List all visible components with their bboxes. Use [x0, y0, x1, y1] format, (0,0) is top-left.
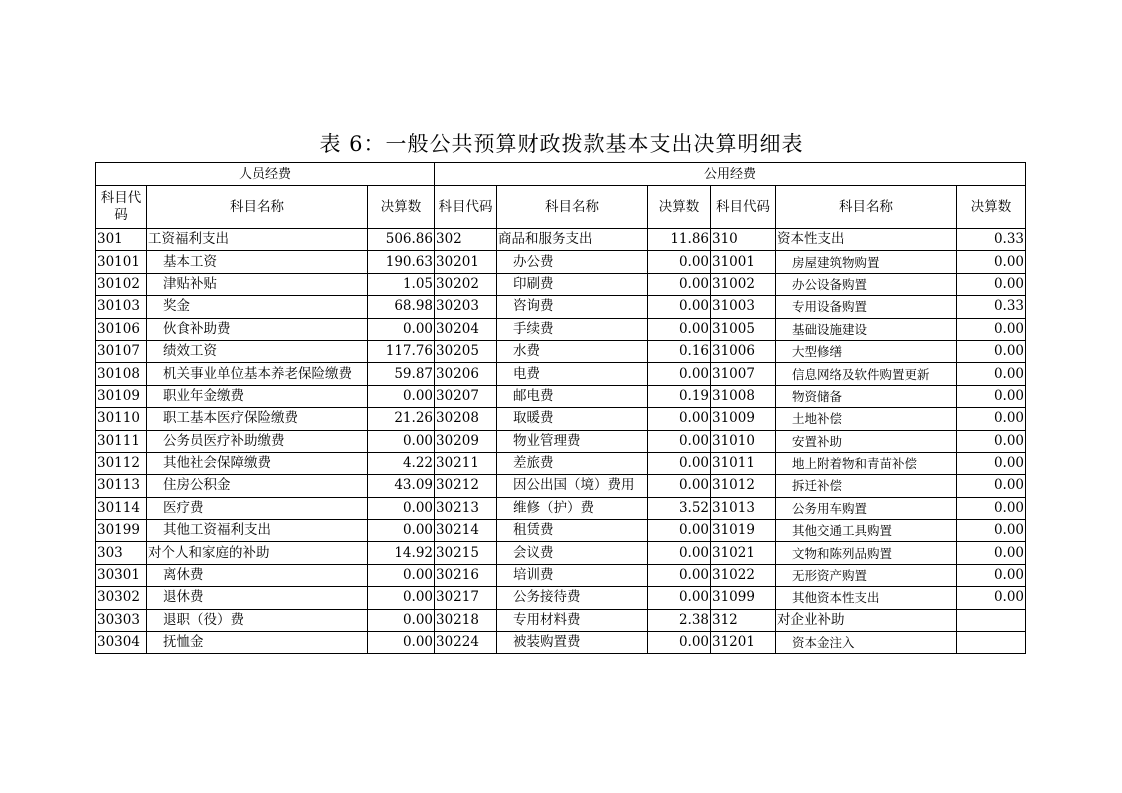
subject-name: 印刷费	[497, 273, 648, 295]
subject-code: 30211	[435, 452, 497, 474]
table-row	[96, 385, 1026, 407]
subject-code: 30303	[96, 609, 147, 631]
subject-code: 30209	[435, 430, 497, 452]
final-amount: 0.00	[957, 273, 1026, 295]
final-amount: 0.19	[648, 385, 711, 407]
group-header-personnel: 人员经费	[96, 163, 435, 186]
final-amount: 190.63	[368, 251, 435, 273]
subject-name: 大型修缮	[776, 340, 957, 362]
subject-name: 专用设备购置	[776, 296, 957, 318]
subject-code: 303	[96, 542, 147, 564]
table-row	[96, 632, 1026, 654]
final-amount: 0.00	[648, 520, 711, 542]
final-amount: 0.00	[648, 632, 711, 654]
final-amount: 2.38	[648, 609, 711, 631]
final-amount: 0.00	[648, 542, 711, 564]
subject-name: 职工基本医疗保险缴费	[147, 408, 368, 430]
table-row	[96, 229, 1026, 251]
final-amount: 21.26	[368, 408, 435, 430]
subject-code: 312	[711, 609, 776, 631]
subject-code: 31022	[711, 564, 776, 586]
subject-name: 房屋建筑物购置	[776, 251, 957, 273]
subject-code: 31009	[711, 408, 776, 430]
final-amount: 0.00	[368, 318, 435, 340]
subject-code: 30216	[435, 564, 497, 586]
final-amount: 0.00	[368, 609, 435, 631]
subject-code: 30202	[435, 273, 497, 295]
final-amount: 0.00	[368, 385, 435, 407]
col-header-code: 科目代码	[435, 186, 497, 229]
col-header-code: 科目代码	[711, 186, 776, 229]
col-header-name: 科目名称	[147, 186, 368, 229]
final-amount: 0.00	[648, 408, 711, 430]
subject-code: 30304	[96, 632, 147, 654]
subject-name: 取暖费	[497, 408, 648, 430]
final-amount: 0.00	[957, 542, 1026, 564]
subject-name: 津贴补贴	[147, 273, 368, 295]
col-header-name: 科目名称	[497, 186, 648, 229]
subject-code: 30207	[435, 385, 497, 407]
subject-name: 手续费	[497, 318, 648, 340]
table-row	[96, 609, 1026, 631]
subject-name: 咨询费	[497, 296, 648, 318]
subject-code: 30217	[435, 587, 497, 609]
subject-name: 基本工资	[147, 251, 368, 273]
final-amount: 0.16	[648, 340, 711, 362]
subject-name: 绩效工资	[147, 340, 368, 362]
final-amount: 0.00	[368, 520, 435, 542]
subject-code: 31006	[711, 340, 776, 362]
subject-code: 302	[435, 229, 497, 251]
subject-name: 地上附着物和青苗补偿	[776, 452, 957, 474]
subject-code: 30113	[96, 475, 147, 497]
subject-code: 30101	[96, 251, 147, 273]
final-amount: 0.00	[957, 385, 1026, 407]
subject-code: 30208	[435, 408, 497, 430]
subject-name: 其他工资福利支出	[147, 520, 368, 542]
subject-name: 机关事业单位基本养老保险缴费	[147, 363, 368, 385]
table-row	[96, 587, 1026, 609]
table-row	[96, 340, 1026, 362]
subject-code: 30218	[435, 609, 497, 631]
table-row	[96, 475, 1026, 497]
subject-name: 离休费	[147, 564, 368, 586]
final-amount: 0.00	[648, 475, 711, 497]
final-amount: 506.86	[368, 229, 435, 251]
final-amount: 0.00	[648, 452, 711, 474]
subject-name: 文物和陈列品购置	[776, 542, 957, 564]
subject-name: 资本性支出	[776, 229, 957, 251]
final-amount: 0.00	[957, 520, 1026, 542]
final-amount: 0.00	[368, 632, 435, 654]
final-amount	[957, 632, 1026, 654]
subject-name: 办公设备购置	[776, 273, 957, 295]
table-row	[96, 564, 1026, 586]
subject-code: 31011	[711, 452, 776, 474]
subject-name: 安置补助	[776, 430, 957, 452]
table-row	[96, 363, 1026, 385]
subject-code: 30215	[435, 542, 497, 564]
final-amount: 43.09	[368, 475, 435, 497]
table-row	[96, 251, 1026, 273]
subject-code: 30109	[96, 385, 147, 407]
final-amount: 0.00	[957, 251, 1026, 273]
subject-code: 31003	[711, 296, 776, 318]
subject-name: 公务员医疗补助缴费	[147, 430, 368, 452]
subject-name: 差旅费	[497, 452, 648, 474]
final-amount: 0.00	[957, 452, 1026, 474]
final-amount: 0.00	[368, 430, 435, 452]
col-header-name: 科目名称	[776, 186, 957, 229]
table-row	[96, 497, 1026, 519]
subject-code: 310	[711, 229, 776, 251]
subject-name: 物业管理费	[497, 430, 648, 452]
subject-name: 拆迁补偿	[776, 475, 957, 497]
subject-name: 其他资本性支出	[776, 587, 957, 609]
subject-name: 水费	[497, 340, 648, 362]
subject-code: 30224	[435, 632, 497, 654]
table-row	[96, 430, 1026, 452]
subject-name: 职业年金缴费	[147, 385, 368, 407]
final-amount: 0.33	[957, 229, 1026, 251]
final-amount: 0.00	[648, 251, 711, 273]
subject-name: 基础设施建设	[776, 318, 957, 340]
subject-name: 对企业补助	[776, 609, 957, 631]
final-amount: 4.22	[368, 452, 435, 474]
subject-code: 30214	[435, 520, 497, 542]
final-amount: 0.00	[648, 318, 711, 340]
final-amount: 0.00	[368, 564, 435, 586]
final-amount: 117.76	[368, 340, 435, 362]
subject-code: 30199	[96, 520, 147, 542]
subject-code: 31010	[711, 430, 776, 452]
final-amount: 11.86	[648, 229, 711, 251]
final-amount: 59.87	[368, 363, 435, 385]
table-row	[96, 296, 1026, 318]
subject-code: 31013	[711, 497, 776, 519]
final-amount: 0.00	[648, 296, 711, 318]
subject-name: 商品和服务支出	[497, 229, 648, 251]
table-row	[96, 318, 1026, 340]
subject-name: 住房公积金	[147, 475, 368, 497]
subject-code: 30201	[435, 251, 497, 273]
subject-name: 其他社会保障缴费	[147, 452, 368, 474]
subject-name: 对个人和家庭的补助	[147, 542, 368, 564]
subject-name: 电费	[497, 363, 648, 385]
group-header-public: 公用经费	[435, 163, 1026, 186]
final-amount: 0.00	[957, 408, 1026, 430]
subject-code: 30107	[96, 340, 147, 362]
subject-code: 30204	[435, 318, 497, 340]
subject-code: 30102	[96, 273, 147, 295]
subject-code: 30212	[435, 475, 497, 497]
subject-code: 31001	[711, 251, 776, 273]
subject-name: 工资福利支出	[147, 229, 368, 251]
subject-name: 公务接待费	[497, 587, 648, 609]
final-amount: 0.00	[957, 564, 1026, 586]
subject-code: 31005	[711, 318, 776, 340]
subject-name: 无形资产购置	[776, 564, 957, 586]
subject-code: 31201	[711, 632, 776, 654]
subject-name: 医疗费	[147, 497, 368, 519]
final-amount: 0.33	[957, 296, 1026, 318]
final-amount: 68.98	[368, 296, 435, 318]
final-amount: 14.92	[368, 542, 435, 564]
subject-code: 30301	[96, 564, 147, 586]
subject-name: 专用材料费	[497, 609, 648, 631]
subject-name: 培训费	[497, 564, 648, 586]
subject-code: 31012	[711, 475, 776, 497]
final-amount: 0.00	[648, 273, 711, 295]
subject-code: 31021	[711, 542, 776, 564]
subject-code: 30114	[96, 497, 147, 519]
subject-code: 30206	[435, 363, 497, 385]
subject-name: 伙食补助费	[147, 318, 368, 340]
subject-code: 30110	[96, 408, 147, 430]
col-header-amount: 决算数	[648, 186, 711, 229]
subject-code: 30106	[96, 318, 147, 340]
table-row	[96, 273, 1026, 295]
final-amount	[957, 609, 1026, 631]
subject-code: 30302	[96, 587, 147, 609]
page-title: 表 6：一般公共预算财政拨款基本支出决算明细表	[319, 132, 804, 156]
final-amount: 0.00	[368, 497, 435, 519]
subject-code: 30111	[96, 430, 147, 452]
subject-code: 30112	[96, 452, 147, 474]
subject-name: 邮电费	[497, 385, 648, 407]
final-amount: 0.00	[957, 497, 1026, 519]
final-amount: 0.00	[957, 318, 1026, 340]
subject-name: 抚恤金	[147, 632, 368, 654]
final-amount: 0.00	[648, 363, 711, 385]
subject-name: 土地补偿	[776, 408, 957, 430]
col-header-code: 科目代码	[96, 186, 147, 229]
final-amount: 0.00	[648, 430, 711, 452]
subject-name: 奖金	[147, 296, 368, 318]
col-header-amount: 决算数	[368, 186, 435, 229]
final-amount: 1.05	[368, 273, 435, 295]
subject-name: 会议费	[497, 542, 648, 564]
subject-name: 因公出国（境）费用	[497, 475, 648, 497]
subject-code: 31099	[711, 587, 776, 609]
subject-code: 31008	[711, 385, 776, 407]
final-amount: 0.00	[648, 587, 711, 609]
subject-code: 30108	[96, 363, 147, 385]
subject-name: 退休费	[147, 587, 368, 609]
subject-name: 租赁费	[497, 520, 648, 542]
subject-name: 公务用车购置	[776, 497, 957, 519]
subject-code: 301	[96, 229, 147, 251]
subject-code: 30103	[96, 296, 147, 318]
expenditure-table	[95, 162, 1026, 654]
subject-code: 31007	[711, 363, 776, 385]
subject-name: 信息网络及软件购置更新	[776, 363, 957, 385]
col-header-amount: 决算数	[957, 186, 1026, 229]
subject-name: 资本金注入	[776, 632, 957, 654]
final-amount: 0.00	[957, 363, 1026, 385]
final-amount: 0.00	[648, 564, 711, 586]
subject-name: 办公费	[497, 251, 648, 273]
subject-name: 物资储备	[776, 385, 957, 407]
final-amount: 0.00	[368, 587, 435, 609]
final-amount: 0.00	[957, 430, 1026, 452]
subject-code: 30203	[435, 296, 497, 318]
subject-name: 其他交通工具购置	[776, 520, 957, 542]
table-row	[96, 408, 1026, 430]
subject-name: 被装购置费	[497, 632, 648, 654]
table-row	[96, 520, 1026, 542]
final-amount: 0.00	[957, 340, 1026, 362]
final-amount: 0.00	[957, 475, 1026, 497]
subject-code: 30213	[435, 497, 497, 519]
subject-name: 退职（役）费	[147, 609, 368, 631]
subject-name: 维修（护）费	[497, 497, 648, 519]
subject-code: 30205	[435, 340, 497, 362]
final-amount: 0.00	[957, 587, 1026, 609]
table-row	[96, 452, 1026, 474]
subject-code: 31002	[711, 273, 776, 295]
table-row	[96, 542, 1026, 564]
subject-code: 31019	[711, 520, 776, 542]
final-amount: 3.52	[648, 497, 711, 519]
